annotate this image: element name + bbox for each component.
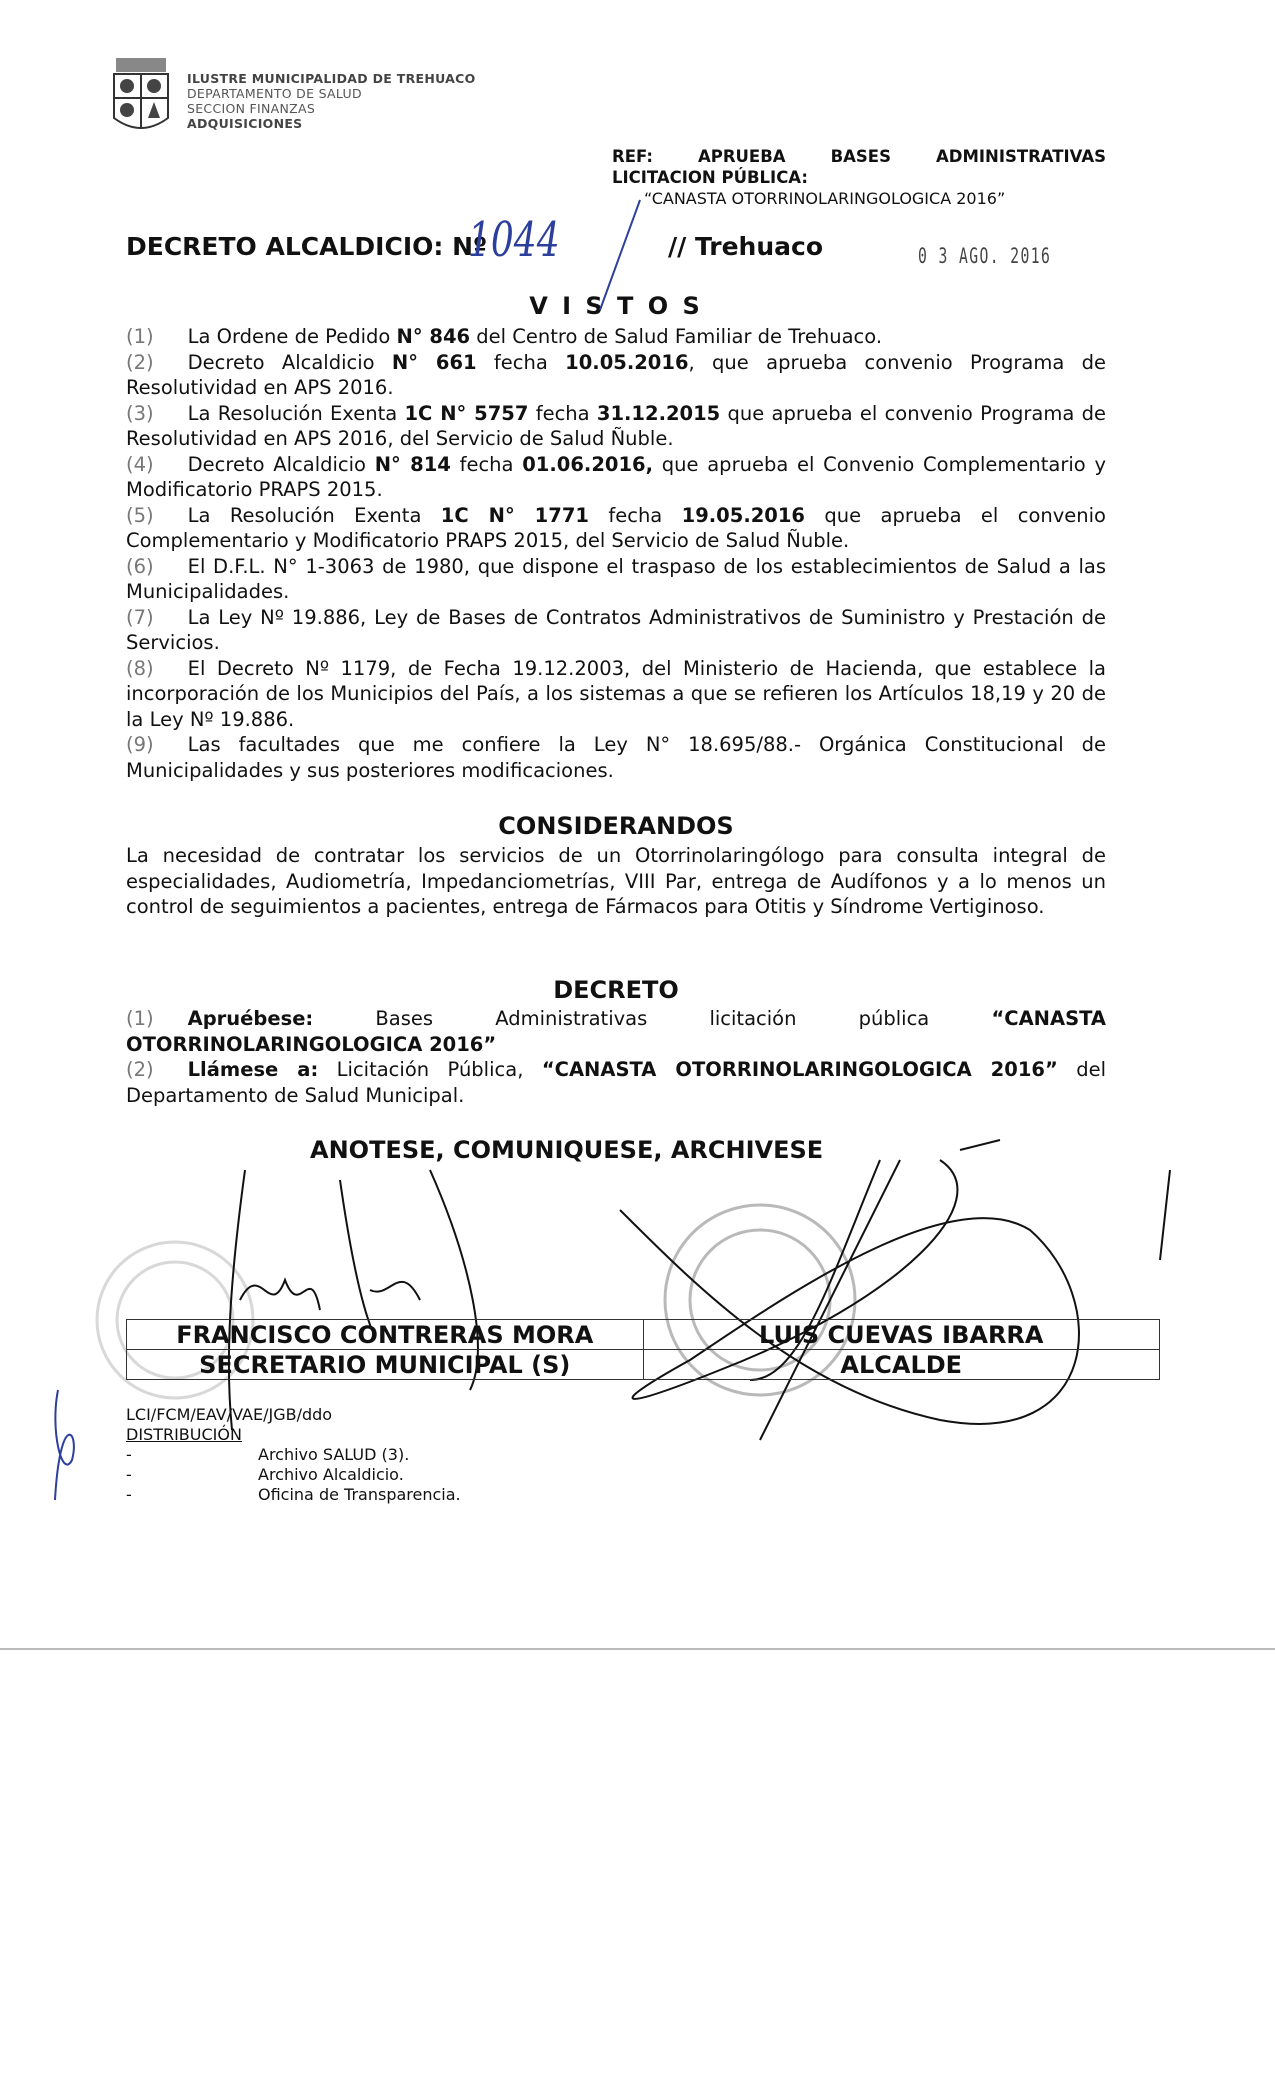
document-footer — [126, 1405, 461, 1505]
right-signer-title: ALCALDE — [643, 1350, 1160, 1380]
decreto-heading: DECRETO — [553, 976, 679, 1004]
item-text: fecha — [476, 350, 566, 374]
vistos-list — [126, 324, 1106, 783]
municipal-coat-of-arms-logo — [108, 56, 174, 138]
bold-text: N° 661 — [391, 350, 477, 374]
item-text: que aprueba el convenio Complementario y Modificatorio PRAPS 2015, del Servicio de Salud Ñuble. — [126, 503, 1106, 552]
item-text: del Centro de Salud Familiar de Trehuaco. — [470, 325, 883, 348]
item-number: (8) — [126, 656, 154, 680]
list-item — [126, 350, 1106, 401]
list-item — [126, 732, 1106, 783]
item-text: Licitación Pública, — [318, 1058, 542, 1081]
item-number: (1) — [126, 1007, 154, 1030]
item-text: La Resolución Exenta — [187, 503, 441, 527]
decree-number-handwritten: 1044 — [468, 212, 560, 268]
ref-line2: LICITACION PÚBLICA: — [612, 168, 808, 187]
date-stamp: 0 3 AGO. 2016 — [918, 244, 1052, 268]
item-number: (2) — [126, 1058, 154, 1081]
bold-text: N° 846 — [396, 325, 471, 348]
bold-text: 19.05.2016 — [681, 503, 806, 527]
right-signer-name: LUIS CUEVAS IBARRA — [643, 1320, 1160, 1350]
item-text: Bases Administrativas licitación pública — [313, 1007, 992, 1030]
bold-text: “CANASTA OTORRINOLARINGOLOGICA 2016” — [126, 1007, 1106, 1056]
bold-text: 01.06.2016, — [522, 452, 654, 476]
bold-text: N° 814 — [374, 452, 451, 476]
right-signature — [620, 1140, 1170, 1440]
reference-block — [612, 146, 1106, 209]
ref-word: BASES — [830, 147, 891, 166]
bold-text: “CANASTA OTORRINOLARINGOLOGICA 2016” — [541, 1058, 1058, 1081]
initial-mark — [55, 1390, 74, 1500]
distribution-label: DISTRIBUCIÓN — [126, 1425, 242, 1444]
left-signer-name: FRANCISCO CONTRERAS MORA — [127, 1320, 644, 1350]
item-text: del Departamento de Salud Municipal. — [126, 1058, 1106, 1107]
org-unit: ADQUISICIONES — [187, 116, 303, 131]
ref-label: REF: — [612, 147, 653, 166]
signature-table — [126, 1319, 1160, 1380]
bold-text: 31.12.2015 — [596, 401, 721, 425]
decree-title: DECRETO ALCALDICIO: Nº — [126, 232, 488, 261]
list-item — [126, 452, 1106, 503]
item-text: Decreto Alcaldicio — [187, 452, 375, 476]
ref-word: ADMINISTRATIVAS — [935, 147, 1106, 166]
item-text: que aprueba el Convenio Complementario y Modificatorio PRAPS 2015. — [126, 452, 1106, 501]
item-text: fecha — [588, 503, 682, 527]
item-text: fecha — [528, 401, 597, 425]
item-number: (6) — [126, 554, 154, 578]
item-text: La Resolución Exenta — [187, 401, 405, 425]
org-name: ILUSTRE MUNICIPALIDAD DE TREHUACO — [187, 71, 476, 86]
list-item — [126, 503, 1106, 554]
org-department: DEPARTAMENTO DE SALUD — [187, 86, 362, 101]
item-text: que aprueba el convenio Programa de Resolutividad en APS 2016, del Servicio de Salud Ñuble. — [126, 401, 1106, 450]
item-text: La Ordene de Pedido — [187, 325, 397, 348]
item-text: Decreto Alcaldicio — [187, 350, 392, 374]
item-text: El D.F.L. N° 1-3063 de 1980, que dispone el traspaso de los establecimientos de Salud a las Municipalidades. — [126, 554, 1106, 603]
vistos-heading: V I S T O S — [529, 292, 703, 320]
list-item — [126, 1057, 1106, 1108]
item-number: (5) — [126, 503, 154, 527]
decree-city: // Trehuaco — [668, 232, 824, 261]
bold-text: Llámese a: — [187, 1058, 319, 1081]
bullet: - — [126, 1465, 132, 1484]
item-number: (1) — [126, 325, 154, 348]
considerandos-heading: CONSIDERANDOS — [498, 812, 734, 840]
list-item — [126, 554, 1106, 605]
distribution-item: Oficina de Transparencia. — [258, 1485, 461, 1504]
item-text: , que aprueba convenio Programa de Resolutividad en APS 2016. — [126, 350, 1106, 399]
decreto-list — [126, 1006, 1106, 1108]
item-number: (3) — [126, 401, 154, 425]
organization-header — [187, 71, 476, 131]
initials: LCI/FCM/EAV/VAE/JGB/ddo — [126, 1405, 333, 1424]
org-section: SECCION FINANZAS — [187, 101, 316, 116]
considerandos-paragraph: La necesidad de contratar los servicios de un Otorrinolaringólogo para consulta integral de especialidades, Audiometría, Impedanciometrías, VIII Par, entrega de Audífonos y a lo menos un control de seguimientos a pacientes, entrega de Fármacos para Otitis y Síndrome Vertiginoso. — [126, 844, 1106, 918]
left-signature — [229, 1170, 478, 1430]
distribution-item: Archivo Alcaldicio. — [258, 1465, 404, 1484]
list-item — [126, 1006, 1106, 1057]
bold-text: Apruébese: — [187, 1007, 314, 1030]
bullet: - — [126, 1445, 132, 1464]
left-signer-title: SECRETARIO MUNICIPAL (S) — [127, 1350, 644, 1380]
item-text: Las facultades que me confiere la Ley N° 18.695/88.- Orgánica Constitucional de Municipalidades y sus posteriores modificaciones. — [126, 733, 1106, 782]
item-number: (2) — [126, 350, 154, 374]
bullet: - — [126, 1485, 132, 1504]
list-item — [126, 656, 1106, 733]
ref-word: APRUEBA — [697, 147, 786, 166]
bold-text: 1C N° 5757 — [404, 401, 529, 425]
list-item — [126, 605, 1106, 656]
item-text: La Ley Nº 19.886, Ley de Bases de Contratos Administrativos de Suministro y Prestación de Servicios. — [126, 605, 1106, 654]
bold-text: 10.05.2016 — [565, 350, 689, 374]
item-text: fecha — [450, 452, 523, 476]
item-number: (7) — [126, 605, 154, 629]
closing-line: ANOTESE, COMUNIQUESE, ARCHIVESE — [310, 1136, 824, 1164]
bold-text: 1C N° 1771 — [440, 503, 589, 527]
list-item — [126, 401, 1106, 452]
item-number: (9) — [126, 733, 154, 756]
ref-line3: “CANASTA OTORRINOLARINGOLOGICA 2016” — [644, 189, 1006, 208]
considerandos-text — [126, 843, 1106, 920]
item-text: El Decreto Nº 1179, de Fecha 19.12.2003, del Ministerio de Hacienda, que establece la incorporación de los Municipios del País, a los sistemas a que se refieren los Artículos 18,19 y 20 de la Ley Nº 19.886. — [126, 656, 1106, 731]
distribution-item: Archivo SALUD (3). — [258, 1445, 410, 1464]
list-item — [126, 324, 1106, 350]
item-number: (4) — [126, 452, 154, 476]
